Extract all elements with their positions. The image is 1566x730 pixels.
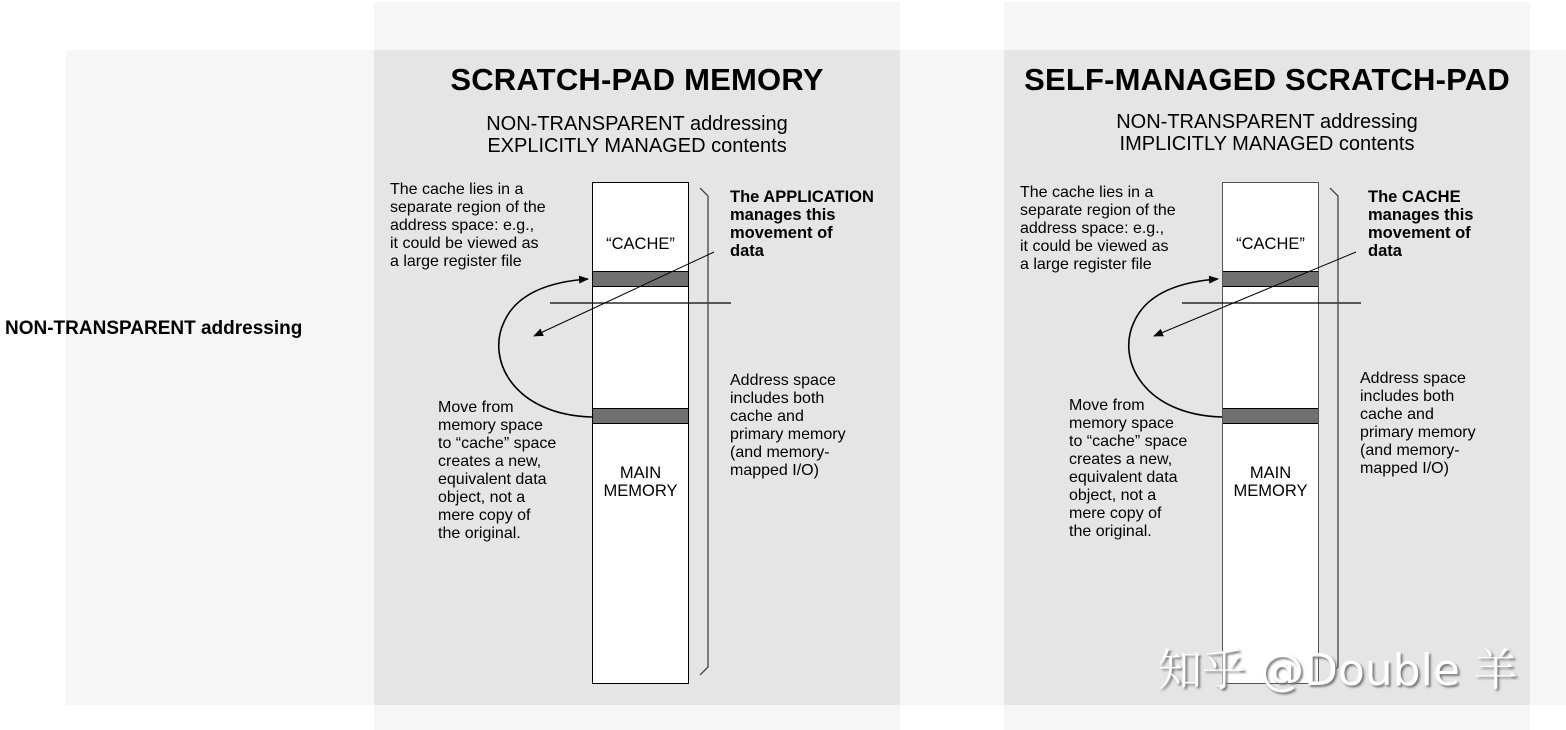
address-space-note: Address space includes both cache and primary memory (and memory- mapped I/O) bbox=[1360, 370, 1476, 477]
pointer-arrow-icon bbox=[534, 252, 714, 336]
address-space-bracket bbox=[700, 188, 708, 675]
diagram-lines bbox=[1004, 50, 1530, 705]
cache-note: The cache lies in a separate region of the address space: e.g., it could be viewed as a large register file bbox=[1020, 184, 1176, 273]
cache-label: “CACHE” bbox=[606, 235, 675, 253]
diagram-lines bbox=[374, 50, 900, 705]
subtitle-line: NON-TRANSPARENT addressing bbox=[486, 113, 788, 135]
pointer-arrow-icon bbox=[1154, 252, 1356, 336]
address-space-note: Address space includes both cache and primary memory (and memory- mapped I/O) bbox=[730, 372, 846, 479]
panel-bottom-strip bbox=[374, 705, 900, 730]
move-arrow-icon bbox=[499, 279, 592, 417]
main-memory-label: MAIN MEMORY bbox=[1233, 464, 1308, 500]
move-note: Move from memory space to “cache” space creates a new, equivalent data object, not a mere copy of the original. bbox=[1069, 397, 1188, 540]
row-label: NON-TRANSPARENT addressing bbox=[5, 318, 303, 339]
subtitle-line: NON-TRANSPARENT addressing bbox=[1116, 111, 1418, 133]
panel-top-strip bbox=[1004, 2, 1530, 50]
panel-scratch-pad-memory bbox=[374, 50, 900, 705]
panel-title: SCRATCH-PAD MEMORY bbox=[450, 62, 824, 97]
cache-note: The cache lies in a separate region of the address space: e.g., it could be viewed as a large register file bbox=[390, 181, 546, 270]
move-arrow-icon bbox=[1129, 279, 1222, 417]
cache-label: “CACHE” bbox=[1236, 235, 1305, 253]
watermark: 知乎 @Double 羊 bbox=[1158, 645, 1518, 696]
subtitle-line: EXPLICITLY MANAGED contents bbox=[487, 135, 787, 157]
panel-bottom-strip bbox=[1004, 705, 1530, 730]
move-note: Move from memory space to “cache” space creates a new, equivalent data object, not a mere copy of the original. bbox=[438, 399, 557, 542]
manager-note: The CACHE manages this movement of data bbox=[1368, 188, 1474, 260]
main-memory-label: MAIN MEMORY bbox=[603, 464, 678, 500]
manager-note: The APPLICATION manages this movement of data bbox=[730, 188, 874, 260]
panel-title: SELF-MANAGED SCRATCH-PAD bbox=[1024, 62, 1510, 97]
panel-self-managed-scratch-pad bbox=[1004, 50, 1530, 705]
subtitle-line: IMPLICITLY MANAGED contents bbox=[1119, 133, 1415, 155]
panel-top-strip bbox=[374, 2, 900, 50]
